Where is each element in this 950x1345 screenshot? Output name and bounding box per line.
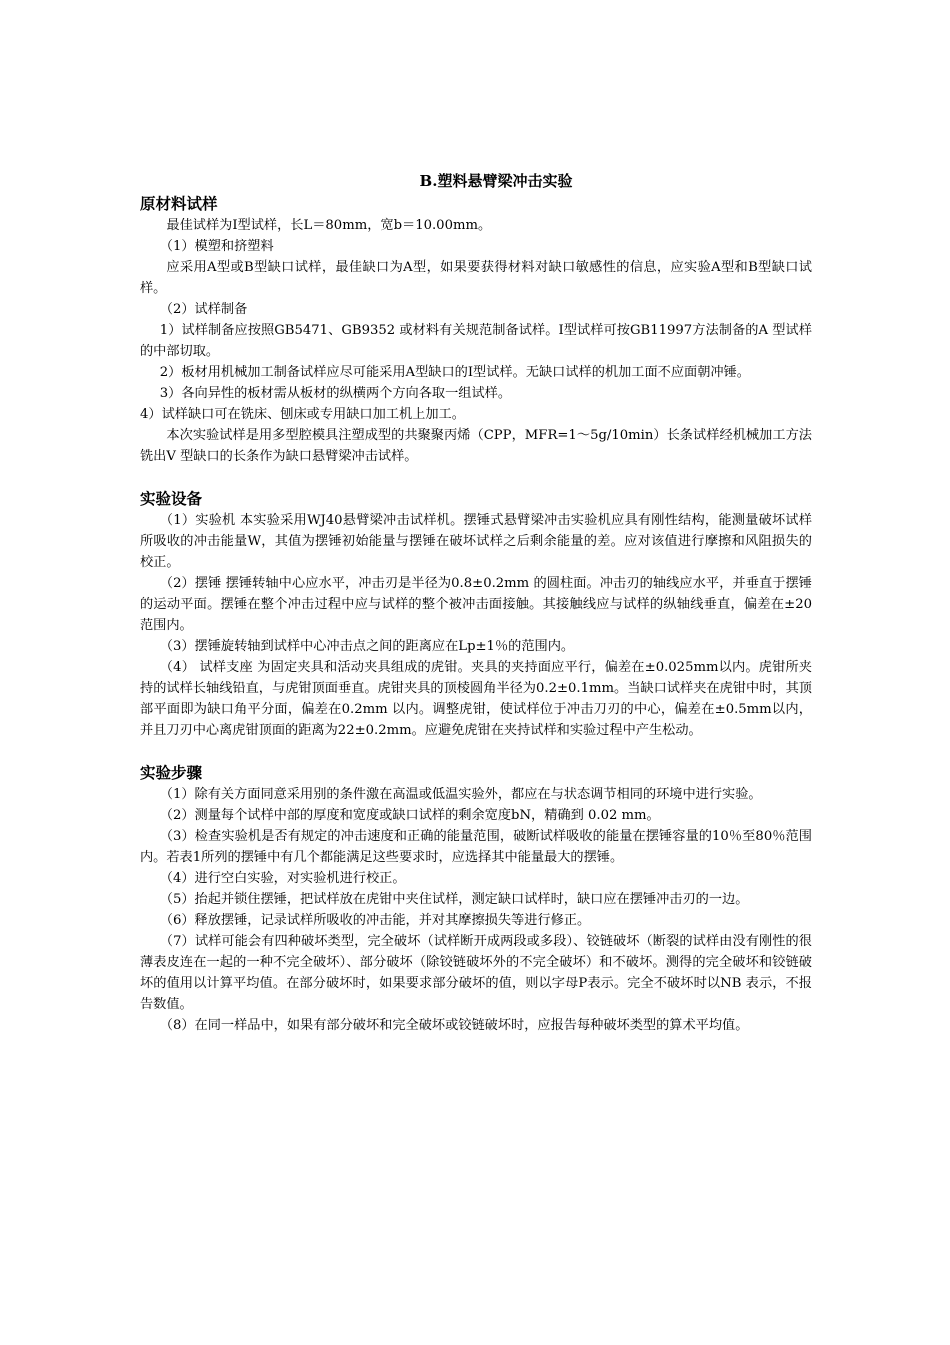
spacer	[140, 467, 812, 488]
paragraph: （1）模塑和挤塑料	[159, 239, 274, 254]
paragraph: 2）板材用机械加工制备试样应尽可能采用A型缺口的Ⅰ型试样。无缺口试样的机加工面不应面朝冲锤。	[159, 365, 750, 380]
paragraph: （3）摆锤旋转轴到试样中心冲击点之间的距离应在Lp±1％的范围内。	[159, 639, 575, 654]
paragraph: （6）释放摆锤，记录试样所吸收的冲击能，并对其摩擦损失等进行修正。	[159, 913, 591, 928]
document-title: B.塑料悬臂梁冲击实验	[419, 172, 573, 190]
paragraph: 应采用A型或B型缺口试样，最佳缺口为A型，如果要获得材料对缺口敏感性的信息，应实验A型和B型缺口试样。	[140, 260, 812, 296]
spacer	[140, 741, 812, 762]
section-heading-procedure: 实验步骤	[140, 764, 203, 782]
paragraph: （1）实验机 本实验采用WJ40悬臂梁冲击试样机。摆锤式悬臂梁冲击实验机应具有刚性结构，能测量破坏试样所吸收的冲击能量W，其值为摆锤初始能量与摆锤在破坏试样之后剩余能量的差。应对该值进行摩擦和风阻损失的校正。	[140, 513, 812, 570]
document-page	[140, 170, 812, 1036]
paragraph: （4） 试样支座 为固定夹具和活动夹具组成的虎钳。夹具的夹持面应平行，偏差在±0.025mm以内。虎钳所夹持的试样长轴线铅直，与虎钳顶面垂直。虎钳夹具的顶棱圆角半径为0.2±0.1mm。当缺口试样夹在虎钳中时，其顶部平面即为缺口角平分面，偏差在0.2mm 以内。调整虎钳，使试样位于冲击刀刃的中心，偏差在±0.5mm以内，并且刀刃中心离虎钳顶面的距离为22±0.2mm。应避免虎钳在夹持试样和实验过程中产生松动。	[140, 660, 812, 738]
paragraph: （7）试样可能会有四种破坏类型，完全破坏（试样断开成两段或多段）、铰链破坏（断裂的试样由没有刚性的很薄表皮连在一起的一种不完全破坏）、部分破坏（除铰链破坏外的不完全破坏）和不破坏。测得的完全破坏和铰链破坏的值用以计算平均值。在部分破坏时，如果要求部分破坏的值，则以字母P表示。完全不破坏时以NB 表示，不报告数值。	[140, 934, 812, 1012]
paragraph: （2）测量每个试样中部的厚度和宽度或缺口试样的剩余宽度bN，精确到 0.02 mm。	[159, 808, 660, 823]
paragraph: （8）在同一样品中，如果有部分破坏和完全破坏或铰链破坏时，应报告每种破坏类型的算术平均值。	[159, 1018, 749, 1033]
paragraph: （2）摆锤 摆锤转轴中心应水平，冲击刃是半径为0.8±0.2mm 的圆柱面。冲击刃的轴线应水平，并垂直于摆锤的运动平面。摆锤在整个冲击过程中应与试样的整个被冲击面接触。其接触线应与试样的纵轴线垂直，偏差在±20范围内。	[140, 576, 812, 633]
paragraph: 最佳试样为Ⅰ型试样，长L＝80mm，宽b＝10.00mm。	[166, 218, 492, 233]
section-heading-materials: 原材料试样	[140, 195, 218, 213]
paragraph: （3）检查实验机是否有规定的冲击速度和正确的能量范围，破断试样吸收的能量在摆锤容量的10％至80％范围内。若表1所列的摆锤中有几个都能满足这些要求时，应选择其中能量最大的摆锤。	[140, 829, 812, 865]
paragraph: 4）试样缺口可在铣床、刨床或专用缺口加工机上加工。	[140, 407, 465, 422]
paragraph: （5）抬起并锁住摆锤，把试样放在虎钳中夹住试样，测定缺口试样时，缺口应在摆锤冲击刃的一边。	[159, 892, 749, 907]
paragraph: （4）进行空白实验，对实验机进行校正。	[159, 871, 406, 886]
paragraph: 本次实验试样是用多型腔模具注塑成型的共聚聚丙烯（CPP，MFR=1～5g/10min）长条试样经机械加工方法铣出V 型缺口的长条作为缺口悬臂梁冲击试样。	[140, 428, 812, 464]
section-heading-equipment: 实验设备	[140, 490, 203, 508]
paragraph: 1）试样制备应按照GB5471、GB9352 或材料有关规范制备试样。Ⅰ型试样可按GB11997方法制备的A 型试样的中部切取。	[140, 323, 812, 359]
paragraph: （1）除有关方面同意采用别的条件激在高温或低温实验外，都应在与状态调节相同的环境中进行实验。	[159, 787, 762, 802]
paragraph: （2）试样制备	[159, 302, 248, 317]
paragraph: 3）各向异性的板材需从板材的纵横两个方向各取一组试样。	[159, 386, 512, 401]
